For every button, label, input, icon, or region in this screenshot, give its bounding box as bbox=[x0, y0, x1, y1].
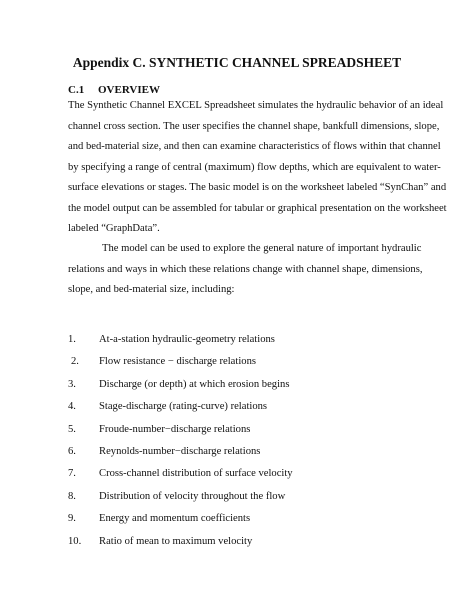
list-text: Ratio of mean to maximum velocity bbox=[99, 535, 253, 547]
paragraph-line: the model output can be assembled for tabular or graphical presentation on the worksheet bbox=[68, 202, 447, 214]
list-text: Distribution of velocity throughout the flow bbox=[99, 490, 286, 502]
relations-list bbox=[68, 333, 408, 557]
list-item bbox=[68, 535, 408, 557]
uses-paragraph bbox=[68, 239, 423, 301]
paragraph-line: relations and ways in which these relations change with channel shape, dimensions, bbox=[68, 263, 423, 275]
list-item bbox=[68, 512, 408, 534]
section-number: C.1 bbox=[68, 84, 85, 96]
list-item bbox=[68, 467, 408, 489]
list-text: Flow resistance − discharge relations bbox=[99, 356, 256, 368]
list-number: 9. bbox=[68, 513, 76, 525]
paragraph-line: The model can be used to explore the general nature of important hydraulic bbox=[102, 243, 422, 254]
paragraph-line: and bed-material size, and then can examine characteristics of flows within that channel bbox=[68, 141, 441, 152]
list-item bbox=[68, 378, 408, 400]
paragraph-line: slope, and bed-material size, including: bbox=[68, 284, 235, 295]
list-item bbox=[68, 400, 408, 422]
list-number: 10. bbox=[68, 535, 82, 547]
overview-paragraph bbox=[68, 96, 447, 240]
list-text: At-a-station hydraulic-geometry relations bbox=[99, 334, 275, 345]
list-number: 2. bbox=[71, 356, 79, 368]
paragraph-line: surface elevations or stages. The basic model is on the worksheet labeled “SynChan” and bbox=[68, 182, 447, 193]
paragraph-line: labeled “GraphData”. bbox=[68, 223, 160, 234]
paragraph-line: The Synthetic Channel EXCEL Spreadsheet simulates the hydraulic behavior of an ideal bbox=[68, 100, 444, 111]
list-item bbox=[68, 490, 408, 512]
list-text: Reynolds-number−discharge relations bbox=[99, 445, 261, 457]
list-item bbox=[68, 445, 408, 467]
paragraph-line: by specifying a range of central (maximum) flow depths, which are equivalent to water- bbox=[68, 161, 441, 173]
list-number: 7. bbox=[68, 468, 76, 480]
list-text: Cross-channel distribution of surface velocity bbox=[99, 468, 293, 480]
list-number: 3. bbox=[68, 378, 76, 390]
list-item bbox=[68, 355, 408, 377]
list-number: 5. bbox=[68, 423, 76, 435]
list-text: Energy and momentum coefficients bbox=[99, 513, 251, 525]
section-title: OVERVIEW bbox=[98, 84, 160, 96]
list-number: 6. bbox=[68, 445, 76, 457]
list-number: 8. bbox=[68, 490, 76, 502]
paragraph-line: channel cross section. The user specifies the channel shape, bankfull dimensions, slope, bbox=[68, 120, 440, 132]
list-number: 1. bbox=[68, 334, 76, 345]
list-text: Froude-number−discharge relations bbox=[99, 423, 251, 435]
document-title: Appendix C. SYNTHETIC CHANNEL SPREADSHEET bbox=[72, 55, 402, 70]
list-number: 4. bbox=[68, 401, 76, 413]
list-text: Discharge (or depth) at which erosion begins bbox=[99, 378, 290, 390]
list-item bbox=[68, 423, 408, 445]
list-item bbox=[68, 333, 408, 355]
list-text: Stage-discharge (rating-curve) relations bbox=[99, 401, 268, 413]
section-heading bbox=[68, 83, 160, 97]
